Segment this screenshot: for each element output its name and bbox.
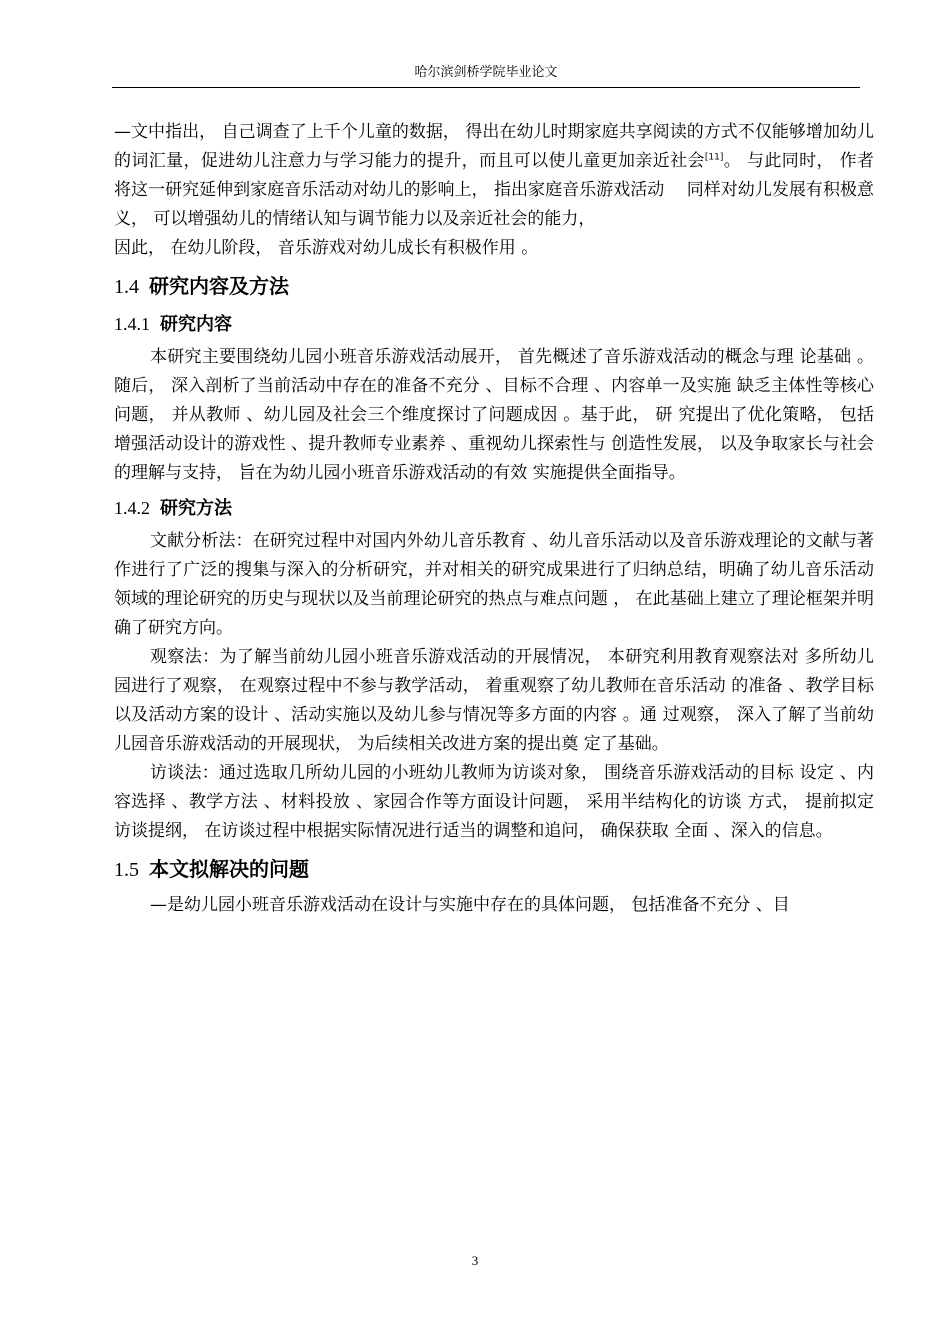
paragraph-conclusion: 因此， 在幼儿阶段， 音乐游戏对幼儿成长有积极作用 。 bbox=[114, 238, 539, 258]
paragraph-continued bbox=[114, 118, 874, 234]
method-interview-paragraph: 访谈法：通过选取几所幼儿园的小班幼儿教师为访谈对象， 围绕音乐游戏活动的目标 设定 、内容选择 、教学方法 、材料投放 、家园合作等方面设计问题， 采用半结构化的访谈 方式， 提前拟定访谈提纲， 在访谈过程中根据实际情况进行适当的调整和追问， 确保获取 全面 、深入的信息。 bbox=[114, 763, 874, 841]
paragraph-text-tail: 。 与此同时， 作者将这一研究延伸到家庭音乐活动对幼儿的影响上， 指出家庭音乐游戏活动 同样对幼儿发展有积极意义， 可以增强幼儿的情绪认知与调节能力以及亲近社会的能力， bbox=[114, 151, 874, 229]
subsection-title: 研究方法 bbox=[160, 498, 232, 519]
section-title: 本文拟解决的问题 bbox=[149, 857, 309, 881]
section-heading-1-5 bbox=[114, 852, 874, 887]
subsection-number: 1.4.2 bbox=[114, 498, 150, 518]
problems-paragraph: —是幼儿园小班音乐游戏活动在设计与实施中存在的具体问题， 包括准备不充分 、目 bbox=[150, 895, 790, 915]
subsection-heading-1-4-1 bbox=[114, 308, 874, 341]
header-rule bbox=[112, 87, 860, 88]
section-heading-1-4 bbox=[114, 269, 874, 304]
subsection-title: 研究内容 bbox=[160, 314, 232, 335]
section-title: 研究内容及方法 bbox=[149, 274, 289, 298]
research-content-paragraph: 本研究主要围绕幼儿园小班音乐游戏活动展开， 首先概述了音乐游戏活动的概念与理 论基础 。随后， 深入剖析了当前活动中存在的准备不充分 、目标不合理 、内容单一及实施 缺乏主体性等核心问题， 并从教师 、幼儿园及社会三个维度探讨了问题成因 。基于此， 研 究提出了优化策略， 包括增强活动设计的游戏性 、提升教师专业素养 、重视幼儿探索性与 创造性发展， 以及争取家长与社会的理解与支持， 旨在为幼儿园小班音乐游戏活动的有效 实施提供全面指导。 bbox=[114, 347, 874, 483]
running-header: 哈尔滨剑桥学院毕业论文 bbox=[414, 65, 558, 80]
section-number: 1.5 bbox=[114, 859, 139, 881]
subsection-heading-1-4-2 bbox=[114, 492, 874, 525]
paragraph-text: —文中指出， 自己调查了上千个儿童的数据， 得出在幼儿时期家庭共享阅读的方式不仅能够增加幼儿的词汇量，促进幼儿注意力与学习能力的提升，而且可以使儿童更加亲近社会 bbox=[114, 122, 874, 171]
citation-ref: [11] bbox=[704, 152, 724, 163]
method-observation-paragraph: 观察法：为了解当前幼儿园小班音乐游戏活动的开展情况， 本研究利用教育观察法对 多所幼儿园进行了观察， 在观察过程中不参与教学活动， 着重观察了幼儿教师在音乐活动 的准备 、教学目标以及活动方案的设计 、活动实施以及幼儿参与情况等多方面的内容 。通 过观察， 深入了解了当前幼儿园音乐游戏活动的开展现状， 为后续相关改进方案的提出奠 定了基础。 bbox=[114, 647, 874, 754]
section-number: 1.4 bbox=[114, 276, 139, 298]
page-number: 3 bbox=[471, 1253, 479, 1268]
page-body bbox=[114, 118, 874, 920]
subsection-number: 1.4.1 bbox=[114, 314, 150, 334]
method-literature-paragraph: 文献分析法：在研究过程中对国内外幼儿音乐教育 、幼儿音乐活动以及音乐游戏理论的文献与著作进行了广泛的搜集与深入的分析研究，并对相关的研究成果进行了归纳总结，明确了幼儿音乐活动领域的理论研究的历史与现状以及当前理论研究的热点与难点问题 ， 在此基础上建立了理论框架并明确了研究方向。 bbox=[114, 531, 874, 638]
